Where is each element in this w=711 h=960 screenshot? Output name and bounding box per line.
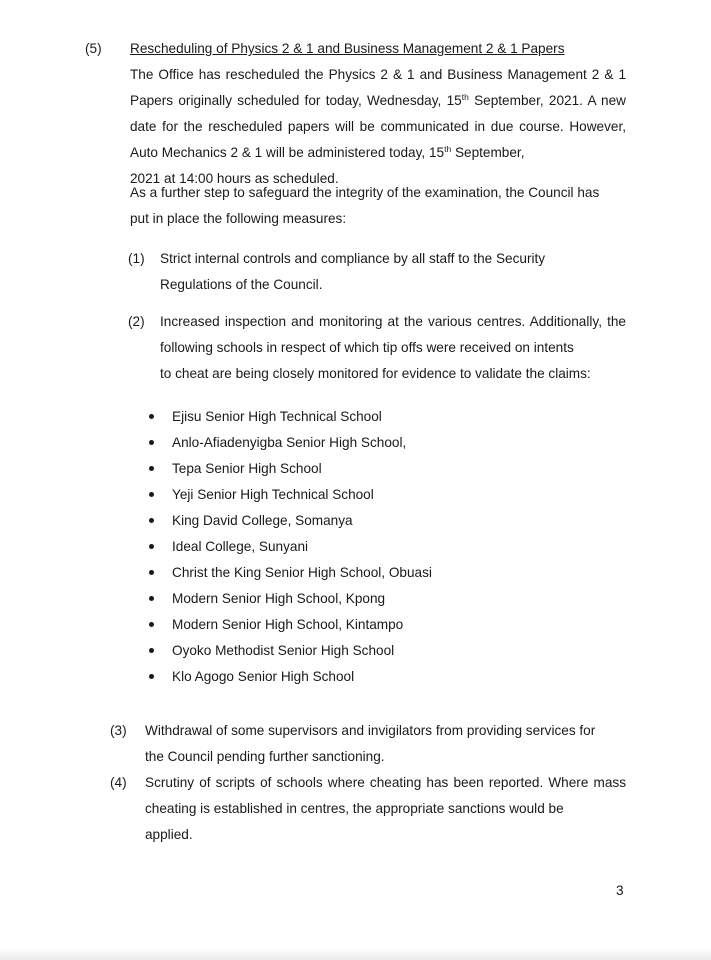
bullet-icon — [149, 622, 154, 627]
list-item: Oyoko Methodist Senior High School — [145, 638, 432, 664]
rescheduling-paragraph: The Office has rescheduled the Physics 2 & 1 and Business Management 2 & 1 Papers originally scheduled for today, Wednesday, 15th September, 2021. A new date for the rescheduled papers will be communicated in due course. However, Auto Mechanics 2 & 1 will be administered today, 15th September, 2021 at 14:00 hours as scheduled. — [130, 67, 626, 186]
section-number: (5) — [85, 41, 102, 56]
section-heading: Rescheduling of Physics 2 & 1 and Business Management 2 & 1 Papers — [130, 41, 565, 56]
bullet-icon — [149, 492, 154, 497]
list-item: Tepa Senior High School — [145, 456, 432, 482]
bullet-icon — [149, 674, 154, 679]
list-item: Christ the King Senior High School, Obuasi — [145, 560, 432, 586]
page-number: 3 — [616, 883, 624, 898]
measure-number: (3) — [110, 723, 127, 738]
bullet-icon — [149, 570, 154, 575]
bullet-icon — [149, 648, 154, 653]
bullet-icon — [149, 518, 154, 523]
measures-intro-paragraph: As a further step to safeguard the integrity of the examination, the Council has put in place the following measures: — [130, 185, 600, 226]
list-item: King David College, Somanya — [145, 508, 432, 534]
page-edge-shadow — [0, 948, 711, 960]
measure-number: (2) — [128, 314, 145, 329]
list-item: Modern Senior High School, Kintampo — [145, 612, 432, 638]
measure-number: (4) — [110, 775, 127, 790]
list-item: Yeji Senior High Technical School — [145, 482, 432, 508]
measure-text: Strict internal controls and compliance by all staff to the Security Regulations of the Council. — [160, 251, 546, 292]
bullet-icon — [149, 466, 154, 471]
measure-number: (1) — [128, 251, 145, 266]
list-item: Ejisu Senior High Technical School — [145, 404, 432, 430]
list-item: Ideal College, Sunyani — [145, 534, 432, 560]
measure-text: Increased inspection and monitoring at the various centres. Additionally, the following schools in respect of which tip offs were received on intents to cheat are being closely monitored for evidence to validate the claims: — [160, 314, 626, 381]
measure-text: Withdrawal of some supervisors and invigilators from providing services for the Council pending further sanctioning. — [145, 723, 596, 764]
bullet-icon — [149, 596, 154, 601]
list-item: Anlo-Afiadenyigba Senior High School, — [145, 430, 432, 456]
monitored-schools-list — [145, 404, 432, 690]
bullet-icon — [149, 544, 154, 549]
list-item: Klo Agogo Senior High School — [145, 664, 432, 690]
measure-text: Scrutiny of scripts of schools where cheating has been reported. Where mass cheating is established in centres, the appropriate sanctions would be applied. — [145, 775, 626, 842]
bullet-icon — [149, 414, 154, 419]
list-item: Modern Senior High School, Kpong — [145, 586, 432, 612]
bullet-icon — [149, 440, 154, 445]
